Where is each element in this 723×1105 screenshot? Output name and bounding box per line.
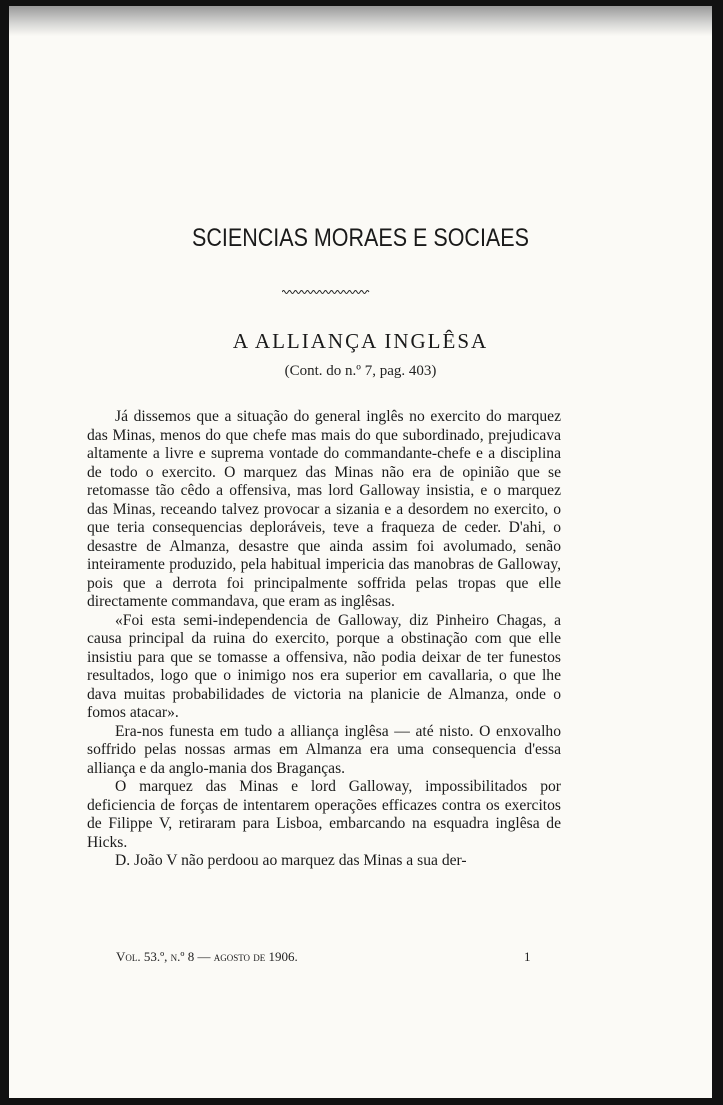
document-page <box>9 6 712 1098</box>
paragraph: Já dissemos que a situação do general inglês no exercito do marquez das Minas, menos do que chefe mas mais do que subordinado, prejudicava altamente a livre e suprema vontade do commandante-chefe e a disciplina de todo o exercito. O marquez das Minas não era de opinião que se retomasse tão cêdo a offensiva, mas lord Galloway insistia, e o marquez das Minas, receando talvez provocar a sizania e a desordem no exercito, o que teria consequencias deploráveis, teve a fraqueza de ceder. D'ahi, o desastre de Almanza, desastre que ainda assim foi avolumado, senão inteiramente produzido, pela habitual impericia das manobras de Galloway, pois que a derrota foi principalmente soffrida pelas tropas que elle directamente commandava, que eram as inglêsas. <box>87 408 561 610</box>
scan-edge-shadow <box>9 6 712 36</box>
article-title: A ALLIANÇA INGLÊSA <box>232 329 489 353</box>
continuation-note: (Cont. do n.º 7, pag. 403) <box>284 363 437 379</box>
signature-mark: 1 <box>524 949 531 964</box>
paragraph: D. João V não perdoou ao marquez das Minas a sua der- <box>115 852 467 869</box>
paragraph: O marquez das Minas e lord Galloway, impossibilitados por deficiencia de forças de intentarem operações efficazes contra os exercitos de Filippe V, retiraram para Lisboa, embarcando na esquadra inglêsa de Hicks. <box>87 778 561 851</box>
volume-line: Vol. 53.º, n.º 8 — agosto de 1906. <box>116 949 298 964</box>
paragraph: Era-nos funesta em tudo a alliança inglêsa — até nisto. O enxovalho soffrido pelas nossas armas em Almanza era uma consequencia d'essa alliança e da anglo-mania dos Braganças. <box>87 722 561 777</box>
wavy-rule-ornament <box>282 289 370 295</box>
page-footer <box>116 949 556 965</box>
paragraph: «Foi esta semi-independencia de Galloway, diz Pinheiro Chagas, a causa principal da ruina do exercito, porque a obstinação com que elle insistiu para que se tomasse a offensiva, não podia deixar de ter funestos resultados, logo que o inimigo nos era superior em cavallaria, o que lhe dava muitas probabilidades de victoria na planicie de Almanza, onde o fomos atacar». <box>87 611 561 721</box>
section-title: SCIENCIAS MORAES E SOCIAES <box>192 224 529 252</box>
article-body <box>87 408 561 871</box>
